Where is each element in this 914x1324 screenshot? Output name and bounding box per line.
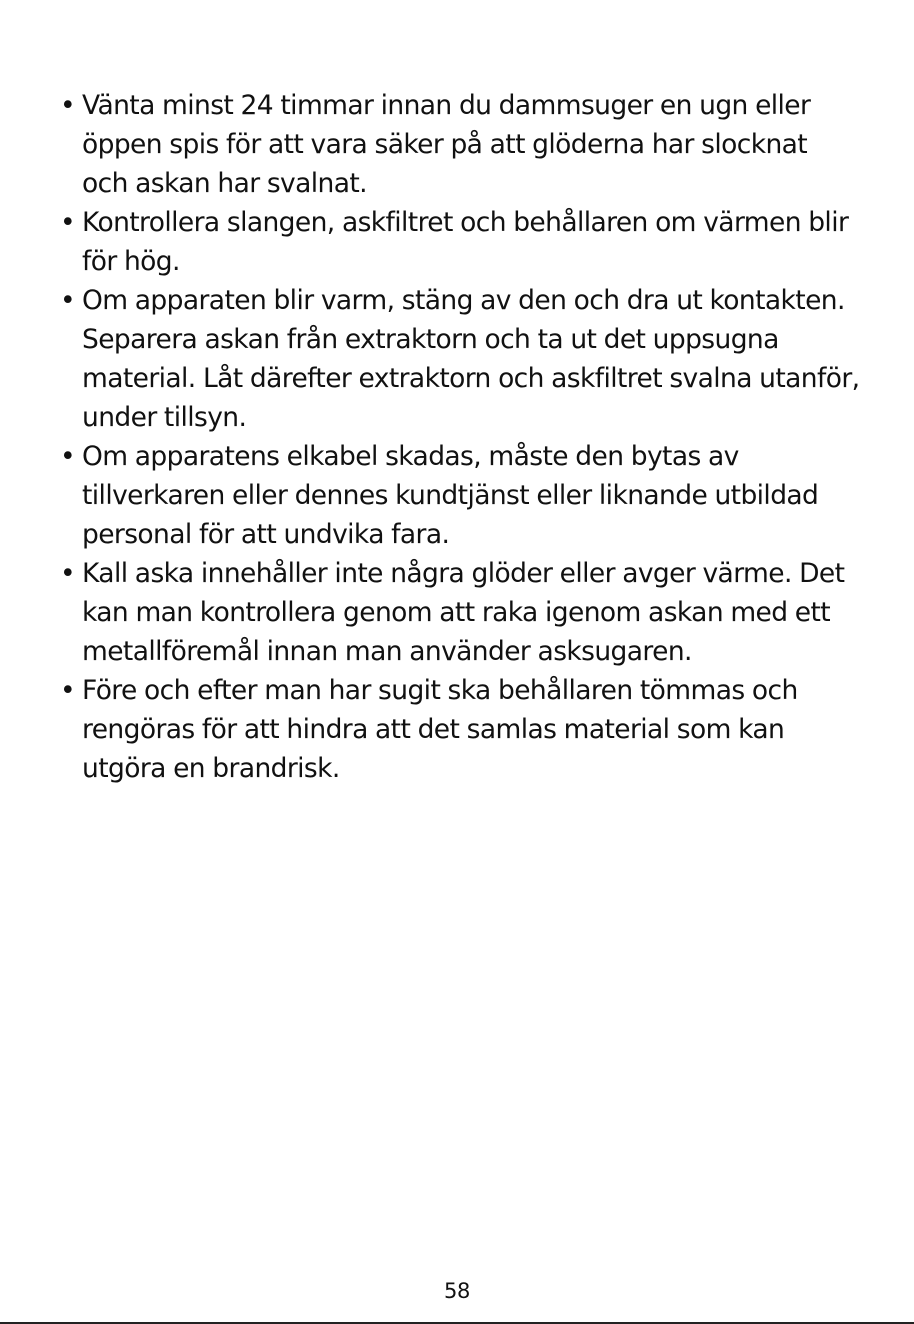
bullet-icon: • [60, 207, 76, 238]
page-number: 58 [443, 1279, 471, 1303]
list-item-text: Kall aska innehåller inte några glöder eller avger värme. Det kan man kontrollera genom att raka igenom askan med ett metallföremål innan man använder asksugaren. [82, 558, 845, 667]
bullet-icon: • [60, 558, 76, 589]
list-item [60, 554, 860, 671]
list-item [60, 203, 860, 281]
list-item-text: Om apparatens elkabel skadas, måste den bytas av tillverkaren eller dennes kundtjänst eller liknande utbildad personal för att undvika fara. [82, 441, 819, 550]
list-item [60, 281, 860, 437]
safety-instructions-list [60, 86, 860, 788]
bullet-icon: • [60, 441, 76, 472]
bullet-icon: • [60, 90, 76, 121]
list-item [60, 437, 860, 554]
list-item [60, 671, 860, 788]
list-item-text: Kontrollera slangen, askfiltret och behållaren om värmen blir för hög. [82, 207, 849, 277]
list-item-text: Vänta minst 24 timmar innan du dammsuger en ugn eller öppen spis för att vara säker på att glöderna har slocknat och askan har svalnat. [82, 90, 811, 199]
bullet-icon: • [60, 285, 76, 316]
list-item-text: Före och efter man har sugit ska behållaren tömmas och rengöras för att hindra att det samlas material som kan utgöra en brandrisk. [82, 675, 798, 784]
list-item-text: Om apparaten blir varm, stäng av den och dra ut kontakten. Separera askan från extraktorn och ta ut det uppsugna material. Låt därefter extraktorn och askfiltret svalna utanför, under tillsyn. [82, 285, 860, 433]
list-item [60, 86, 860, 203]
bullet-icon: • [60, 675, 76, 706]
